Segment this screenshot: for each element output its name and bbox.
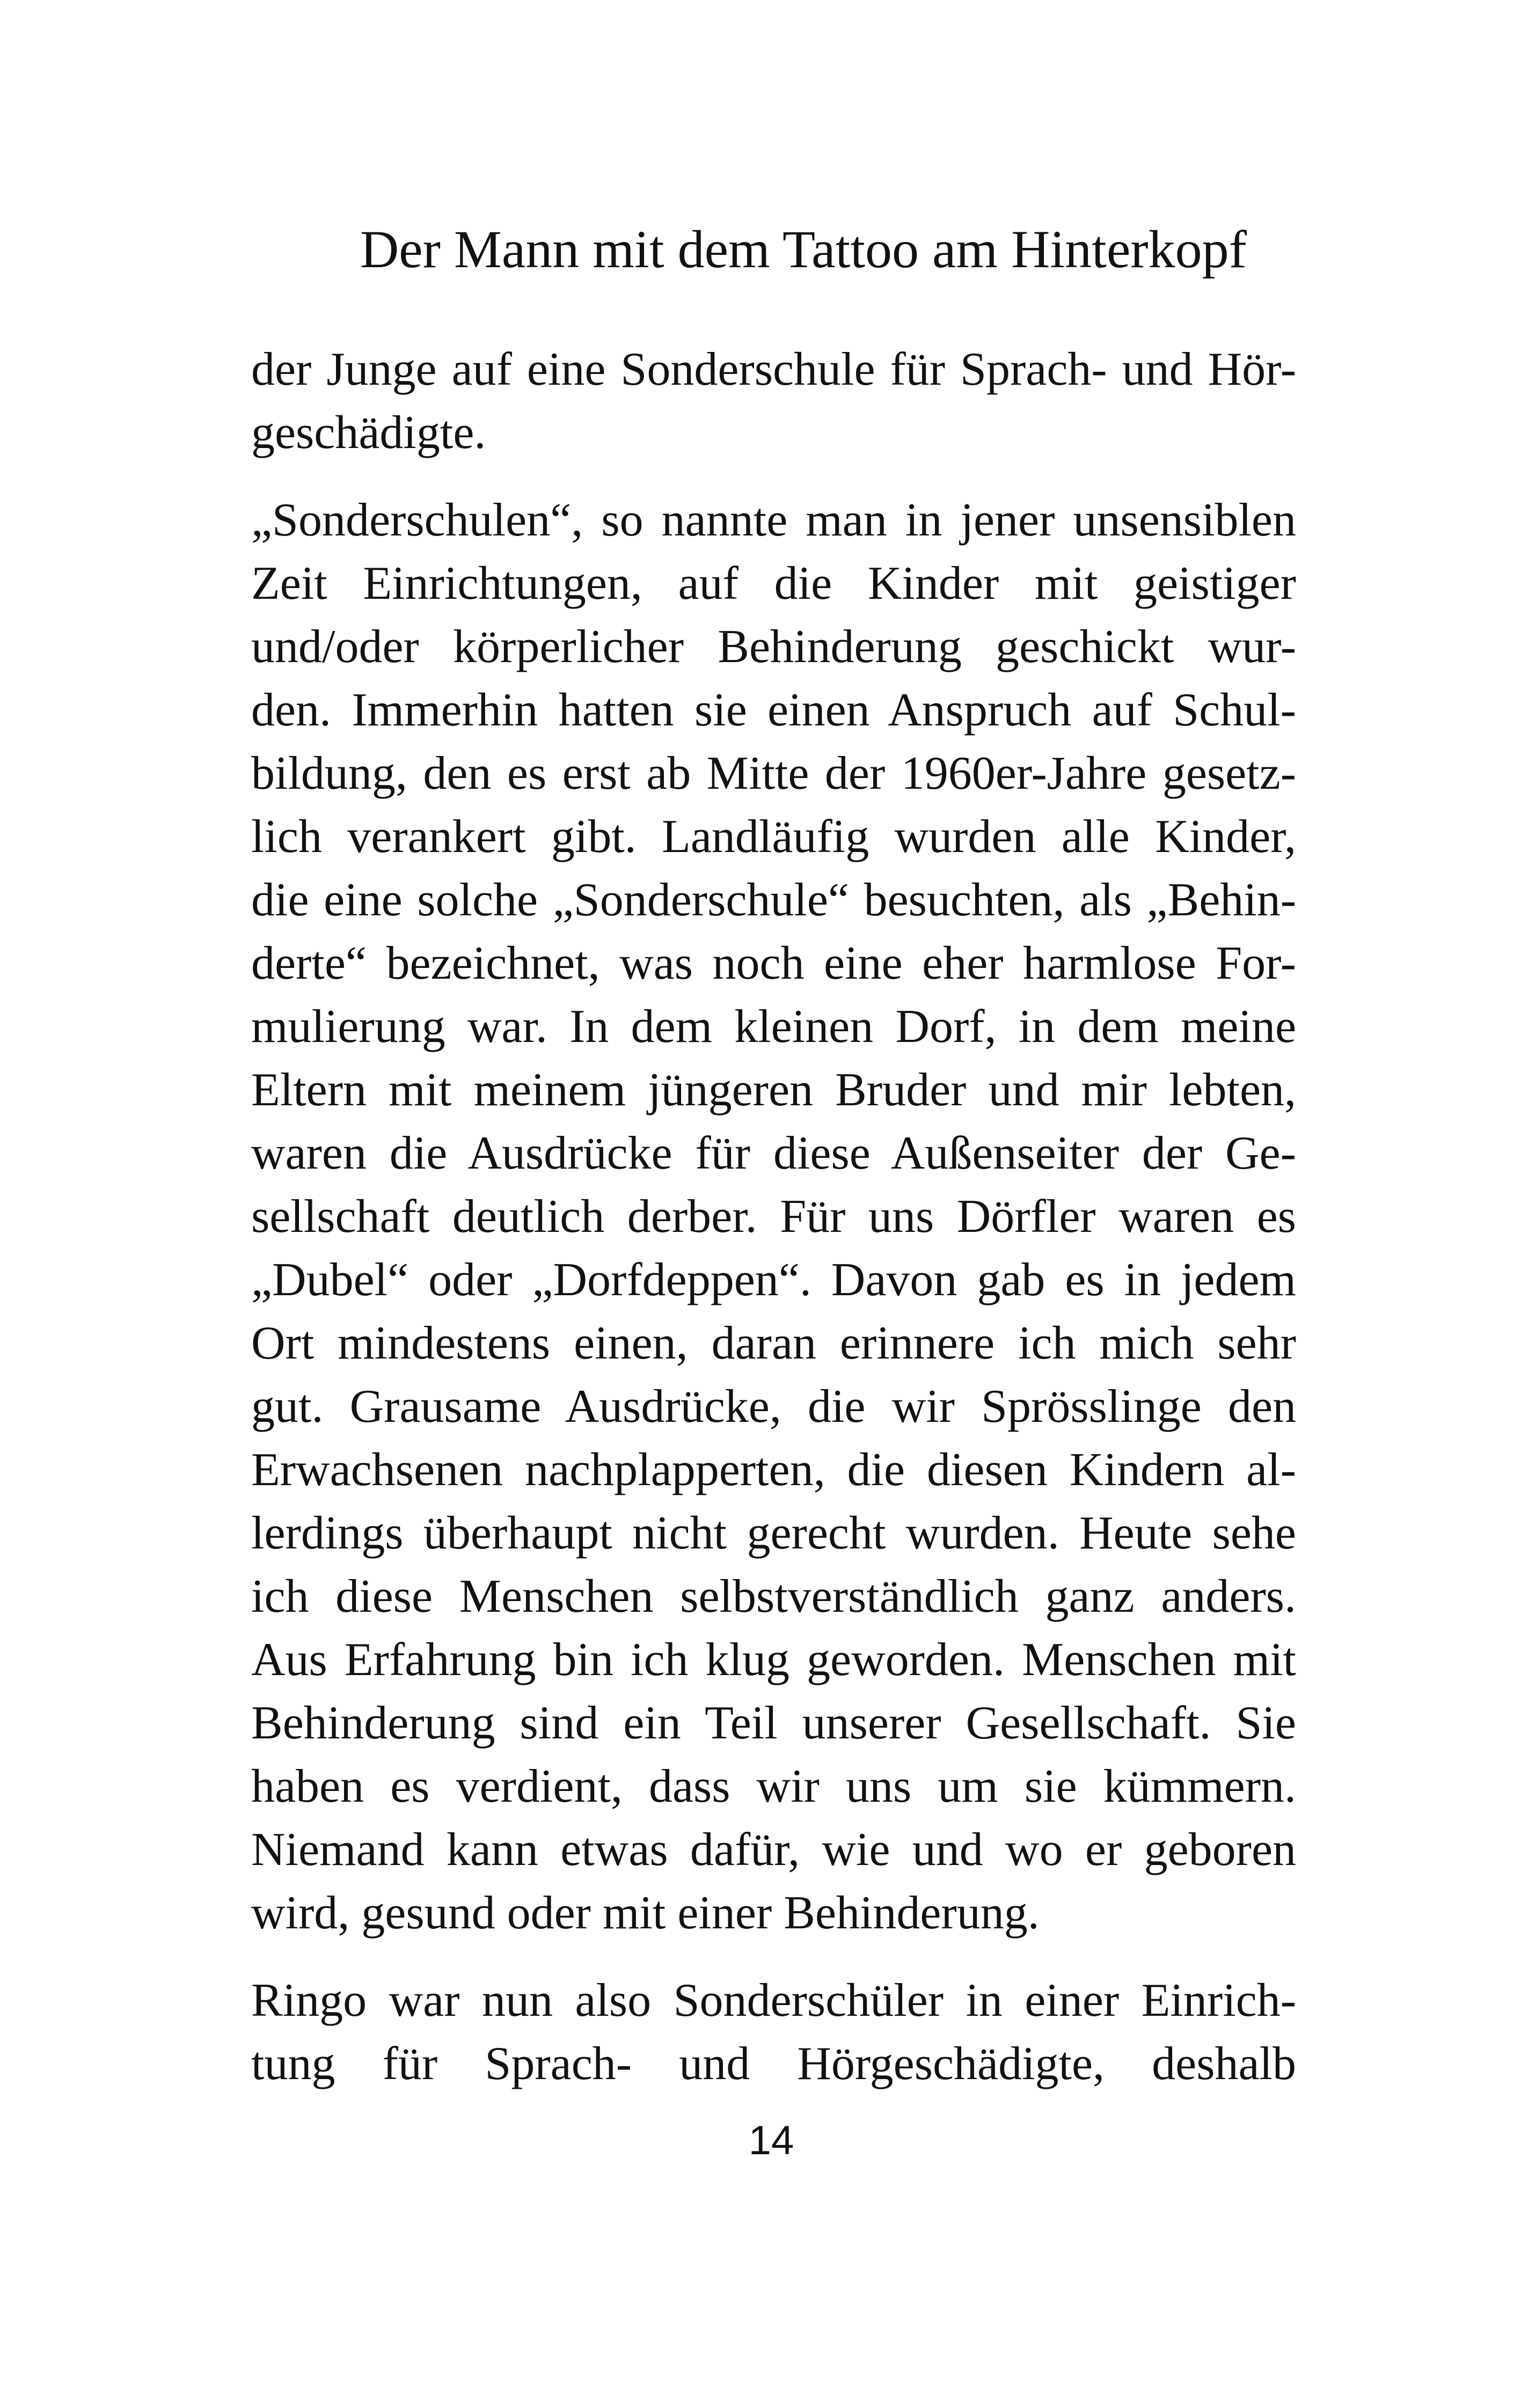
text-line: derte“ bezeichnet, was noch eine eher harmlose For-: [251, 937, 1296, 989]
text-line: Ort mindestens einen, daran erinnere ich mich sehr: [251, 1317, 1296, 1369]
text-line: Eltern mit meinem jüngeren Bruder und mir lebten,: [251, 1064, 1296, 1116]
text-line: ich diese Menschen selbstverständlich ganz anders.: [251, 1570, 1296, 1623]
paragraph: [251, 489, 1296, 1945]
paragraph: [251, 1969, 1296, 2096]
text-line: lich verankert gibt. Landläufig wurden alle Kinder,: [251, 811, 1296, 863]
text-line: Aus Erfahrung bin ich klug geworden. Menschen mit: [251, 1634, 1296, 1686]
body-text: [251, 338, 1296, 2096]
text-line: Zeit Einrichtungen, auf die Kinder mit geistiger: [251, 557, 1296, 610]
text-line: Ringo war nun also Sonderschüler in einer Einrich-: [251, 1974, 1296, 2027]
page-number: 14: [748, 2118, 794, 2163]
text-line: bildung, den es erst ab Mitte der 1960er-Jahre gesetz-: [251, 747, 1296, 799]
text-line: gut. Grausame Ausdrücke, die wir Sprösslinge den: [251, 1381, 1296, 1433]
text-line: Erwachsenen nachplapperten, die diesen Kindern al-: [251, 1444, 1296, 1496]
text-line: wird, gesund oder mit einer Behinderung.: [251, 1887, 1040, 1939]
text-line: tung für Sprach- und Hörgeschädigte, deshalb: [251, 2038, 1296, 2090]
text-line: mulierung war. In dem kleinen Dorf, in dem meine: [251, 1001, 1296, 1053]
paragraph: [251, 338, 1296, 465]
text-line: und/oder körperlicher Behinderung geschickt wur-: [251, 621, 1296, 673]
text-line: geschädigte.: [251, 407, 486, 459]
text-line: haben es verdient, dass wir uns um sie kümmern.: [251, 1760, 1296, 1812]
text-line: Niemand kann etwas dafür, wie und wo er geboren: [251, 1824, 1296, 1876]
text-line: waren die Ausdrücke für diese Außenseiter der Ge-: [251, 1127, 1296, 1179]
text-line: lerdings überhaupt nicht gerecht wurden. Heute sehe: [251, 1507, 1296, 1559]
text-line: den. Immerhin hatten sie einen Anspruch auf Schul-: [251, 684, 1296, 736]
text-line: Behinderung sind ein Teil unserer Gesellschaft. Sie: [251, 1697, 1296, 1749]
text-line: der Junge auf eine Sonderschule für Sprach- und Hör-: [251, 343, 1296, 395]
text-line: „Sonderschulen“, so nannte man in jener unsensiblen: [251, 494, 1296, 546]
running-header-title: Der Mann mit dem Tattoo am Hinterkopf: [360, 219, 1247, 279]
text-line: die eine solche „Sonderschule“ besuchten, als „Behin-: [251, 874, 1296, 926]
text-line: „Dubel“ oder „Dorfdeppen“. Davon gab es in jedem: [251, 1254, 1296, 1306]
text-line: sellschaft deutlich derber. Für uns Dörfler waren es: [251, 1191, 1296, 1243]
